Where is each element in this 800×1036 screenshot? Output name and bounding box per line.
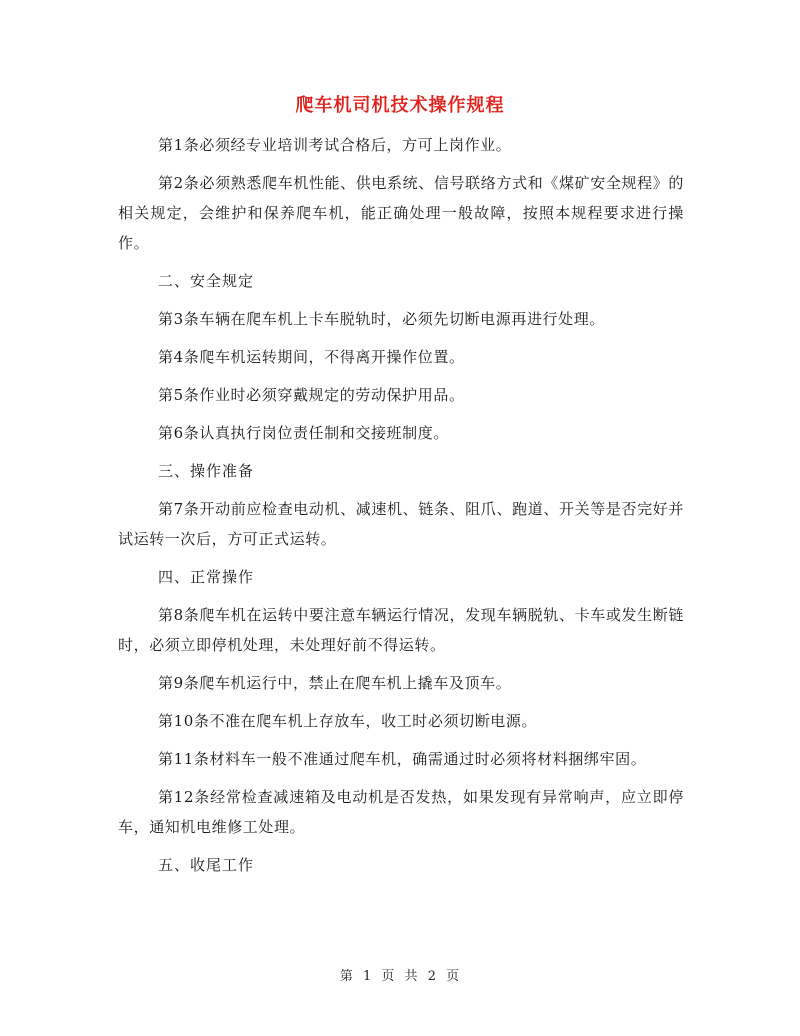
paragraph-article-8: 第8条爬车机在运转中要注意车辆运行情况，发现车辆脱轨、卡车或发生断链时，必须立即停机处理，未处理好前不得运转。 [118, 606, 684, 654]
paragraph-article-2: 第2条必须熟悉爬车机性能、供电系统、信号联络方式和《煤矿安全规程》的相关规定，会维护和保养爬车机，能正确处理一般故障，按照本规程要求进行操作。 [118, 174, 684, 252]
section-heading-closing-work: 五、收尾工作 [158, 856, 255, 874]
paragraph-article-3: 第3条车辆在爬车机上卡车脱轨时，必须先切断电源再进行处理。 [158, 310, 605, 328]
page-number-footer: 第 1 页 共 2 页 [339, 969, 461, 984]
paragraph-article-12: 第12条经常检查减速箱及电动机是否发热，如果发现有异常响声，应立即停车，通知机电维修工处理。 [118, 788, 684, 836]
paragraph-article-6: 第6条认真执行岗位责任制和交接班制度。 [158, 424, 449, 442]
paragraph-article-4: 第4条爬车机运转期间，不得离开操作位置。 [158, 348, 465, 366]
document-body [118, 130, 684, 888]
paragraph-article-10: 第10条不准在爬车机上存放车，收工时必须切断电源。 [158, 712, 538, 730]
paragraph-article-5: 第5条作业时必须穿戴规定的劳动保护用品。 [158, 386, 465, 404]
section-heading-normal-operation: 四、正常操作 [158, 568, 255, 586]
paragraph-article-1: 第1条必须经专业培训考试合格后，方可上岗作业。 [158, 136, 512, 154]
document-title: 爬车机司机技术操作规程 [295, 95, 505, 116]
section-heading-preparation: 三、操作准备 [158, 462, 255, 480]
paragraph-article-9: 第9条爬车机运行中，禁止在爬车机上撬车及顶车。 [158, 674, 512, 692]
section-heading-safety: 二、安全规定 [158, 272, 255, 290]
paragraph-article-7: 第7条开动前应检查电动机、减速机、链条、阻爪、跑道、开关等是否完好并试运转一次后，方可正式运转。 [118, 500, 684, 548]
paragraph-article-11: 第11条材料车一般不准通过爬车机，确需通过时必须将材料捆绑牢固。 [158, 750, 647, 768]
